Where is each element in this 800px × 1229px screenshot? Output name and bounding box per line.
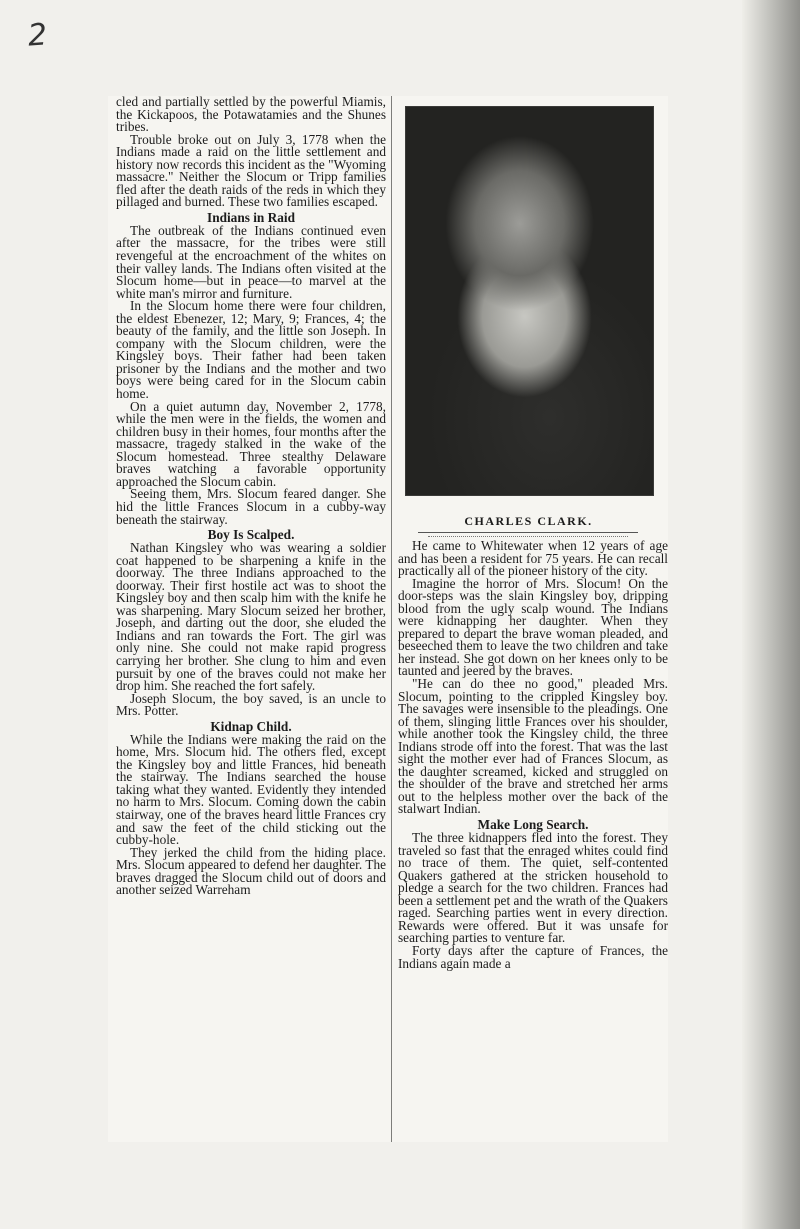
paragraph: Seeing them, Mrs. Slocum feared danger. She hid the little Frances Slocum in a cubby-way beneath the stairway. — [116, 486, 386, 527]
portrait-photo — [405, 106, 654, 496]
paragraph: They jerked the child from the hiding place. Mrs. Slocum appeared to defend her daughter. The braves dragged the Slocum child out of doors and another seized Warreham — [116, 844, 386, 898]
subheading: Indians in Raid — [207, 209, 295, 225]
caption-rule — [418, 532, 638, 533]
subheading: Kidnap Child. — [210, 718, 292, 734]
page-edge-shadow — [742, 0, 800, 1229]
newspaper-clipping — [108, 96, 668, 1142]
paragraph: Joseph Slocum, the boy saved, is an uncle to Mrs. Potter. — [116, 690, 386, 719]
photo-caption: CHARLES CLARK. — [464, 514, 593, 528]
paragraph: Imagine the horror of Mrs. Slocum! On the door-steps was the slain Kingsley boy, dripping blood from the ugly scalp wound. The Indians were kidnapping her daughter. When they prepared to depart the brave woman pleaded, and beseeched them to leave the two children and take her instead. She got down on her knees only to be taunted and jeered by the braves. — [398, 575, 668, 679]
paragraph: In the Slocum home there were four children, the eldest Ebenezer, 12; Mary, 9; Frances, 4; the beauty of the family, and the little son Joseph. In company with the Slocum children, were the Kingsley boys. Their father had been taken prisoner by the Indians and the mother and two boys were being cared for in the Slocum cabin home. — [116, 298, 386, 402]
article-column-left — [116, 96, 386, 1142]
subheading: Make Long Search. — [477, 817, 589, 833]
subheading: Boy Is Scalped. — [207, 527, 295, 543]
paragraph: While the Indians were making the raid on the home, Mrs. Slocum hid. The others fled, except the Kingsley boy and little Frances, hid beneath the stairway. The Indians searched the house taking what they wanted. Evidently they intended no harm to Mrs. Slocum. Coming down the cabin stairway, one of the braves heard little Frances cry and saw the feet of the child sticking out the cubby-hole. — [116, 731, 386, 848]
paragraph: Forty days after the capture of Frances, the Indians again made a — [398, 942, 668, 971]
paragraph: cled and partially settled by the powerful Miamis, the Kickapoos, the Potawatamies and the Shunes tribes. — [116, 96, 386, 135]
paragraph: Trouble broke out on July 3, 1778 when the Indians made a raid on the little settlement and history now records this incident as the "Wyoming massacre." Neither the Slocum or Tripp families fled after the death raids of the reds in which they pillaged and burned. These two families escaped. — [116, 131, 386, 210]
paragraph: The three kidnappers fled into the forest. They traveled so fast that the enraged whites could find no trace of them. The quiet, self-contented Quakers gathered at the stricken household to pledge a search for the two children. Frances had been a settlement pet and the wrath of the Quakers raged. Searching parties went in every direction. Rewards were offered. But it was unsafe for searching parties to venture far. — [398, 830, 668, 946]
paragraph: The outbreak of the Indians continued even after the massacre, for the tribes were still revengeful at the encroachment of the whites on their valley lands. The Indians often visited at the Slocum home—but in peace—to marvel at the white man's mirror and furniture. — [116, 222, 386, 301]
column-divider — [391, 96, 392, 1142]
paragraph: On a quiet autumn day, November 2, 1778, while the men were in the fields, the women and children busy in their homes, four months after the massacre, tragedy stalked in the wake of the Slocum homestead. Three stealthy Delaware braves watching a favorable opportunity approached the Slocum cabin. — [116, 398, 386, 489]
paragraph: He came to Whitewater when 12 years of age and has been a resident for 75 years. He can recall practically all of the pioneer history of the city. — [398, 540, 668, 579]
paragraph: Nathan Kingsley who was wearing a soldier coat happened to be sharpening a knife in the doorway. The three Indians approached to the doorway. Their first hostile act was to shoot the Kingsley boy and then scalp him with the knife he was sharpening. Mary Slocum seized her brother, Joseph, and darting out the door, she eluded the Indians and ran towards the Fort. The girl was only nine. She could not make rapid progress carrying her brother. She clung to him and even pursuit by one of the braves could not make her drop him. She reached the fort safely. — [116, 540, 386, 694]
page-number: 2 — [26, 17, 49, 54]
caption-rule-dotted — [428, 536, 628, 537]
article-column-right — [398, 540, 668, 1142]
paragraph: "He can do thee no good," pleaded Mrs. Slocum, pointing to the crippled Kingsley boy. The savages were insensible to the pleadings. One of them, slinging little Frances over his shoulder, while another took the Kingsley child, the three Indians strode off into the forest. That was the last sight the mother ever had of Frances Slocum, as the daughter screamed, kicked and struggled on the shoulder of the brave and stretched her arms out to the helpless mother over the back of the stalwart Indian. — [398, 676, 668, 817]
